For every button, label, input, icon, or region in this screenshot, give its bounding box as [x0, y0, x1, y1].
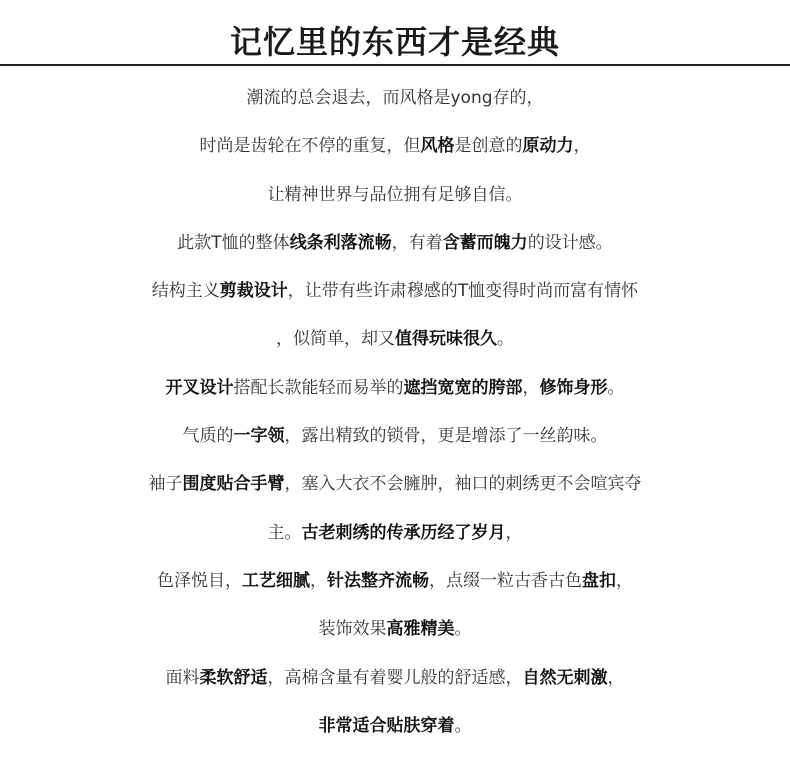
body-text: 时尚是齿轮在不停的重复，但 — [199, 136, 421, 157]
highlight-text: 原动力 — [522, 136, 574, 157]
description-line — [0, 513, 790, 561]
body-text: 。 — [497, 329, 514, 350]
highlight-text: 围度贴合手臂 — [182, 474, 285, 495]
description-line — [0, 368, 790, 416]
highlight-text: 风格 — [420, 136, 455, 157]
highlight-text: 工艺细腻 — [242, 570, 310, 591]
highlight-text: 剪裁设计 — [219, 281, 288, 302]
body-text: 。 — [607, 377, 625, 398]
body-text: 的设计感。 — [527, 232, 613, 253]
highlight-text: 盘扣 — [582, 570, 616, 591]
body-text: ，露出精致的锁骨，更是增添了一丝韵味。 — [284, 426, 608, 447]
highlight-text: 柔软舒适 — [199, 667, 268, 688]
body-text: ， — [616, 570, 633, 591]
body-text: ，让带有些许肃穆感的T恤变得时尚而富有情怀 — [287, 281, 639, 302]
description-line — [0, 175, 790, 223]
description-line — [0, 706, 790, 754]
body-text: ， — [573, 136, 591, 157]
body-text: 是创意的 — [454, 136, 523, 157]
description-line — [0, 561, 790, 609]
highlight-text: 修饰身形 — [539, 377, 608, 398]
description-line — [0, 223, 790, 271]
body-text: ，似简单，却又 — [276, 329, 395, 350]
body-text: 让精神世界与品位拥有足够自信。 — [267, 184, 523, 205]
highlight-text: 非常适合贴肤穿着 — [318, 715, 455, 736]
body-text: 。 — [454, 715, 472, 736]
description-line — [0, 78, 790, 126]
description-line — [0, 609, 790, 657]
body-text: 面料 — [165, 667, 200, 688]
body-text: ，有着 — [391, 232, 443, 253]
body-text: 结构主义 — [151, 281, 220, 302]
body-text: 气质的 — [182, 426, 234, 447]
body-text: ，高棉含量有着婴儿般的舒适感， — [267, 667, 523, 688]
highlight-text: 古老刺绣的传承历经了岁月 — [301, 522, 506, 543]
body-text: 袖子 — [148, 474, 183, 495]
description-line — [0, 271, 790, 319]
body-text: 主。 — [267, 522, 302, 543]
description-line — [0, 126, 790, 174]
highlight-text: 一字领 — [233, 426, 285, 447]
highlight-text: 线条利落流畅 — [289, 232, 392, 253]
highlight-text: 开叉设计 — [165, 377, 234, 398]
body-text: 装饰效果 — [318, 619, 387, 640]
highlight-text: 自然无刺激 — [522, 667, 608, 688]
body-text: 能轻而易举的 — [301, 377, 404, 398]
highlight-text: 值得玩味很久 — [395, 329, 497, 350]
description-line — [0, 416, 790, 464]
description-line — [0, 464, 790, 512]
body-text: ， — [607, 667, 625, 688]
body-text: ， — [310, 570, 327, 591]
description-line — [0, 319, 790, 367]
body-text: ，点缀一粒古香古色 — [429, 570, 582, 591]
description-line — [0, 658, 790, 706]
body-text: ， — [505, 522, 523, 543]
highlight-text: 含蓄而魄力 — [442, 232, 528, 253]
body-text: ， — [522, 377, 540, 398]
title-divider — [0, 64, 790, 66]
body-text: ，塞入大衣不会臃肿，袖口的刺绣更不会喧宾夺 — [284, 474, 642, 495]
highlight-text: 遮挡宽宽的胯部 — [403, 377, 523, 398]
body-text: 潮流的总会退去，而风格是yong存的， — [246, 88, 544, 108]
body-text: 色泽悦目， — [157, 570, 242, 591]
page-title: 记忆里的东西才是经典 — [229, 23, 560, 61]
body-text: 此款T恤的整体 — [177, 232, 290, 253]
highlight-text: 高雅精美 — [386, 619, 455, 640]
body-text: 。 — [454, 619, 472, 640]
description-text — [0, 78, 790, 754]
highlight-text: 针法整齐流畅 — [327, 570, 429, 591]
body-text: 搭配长款 — [233, 377, 302, 398]
